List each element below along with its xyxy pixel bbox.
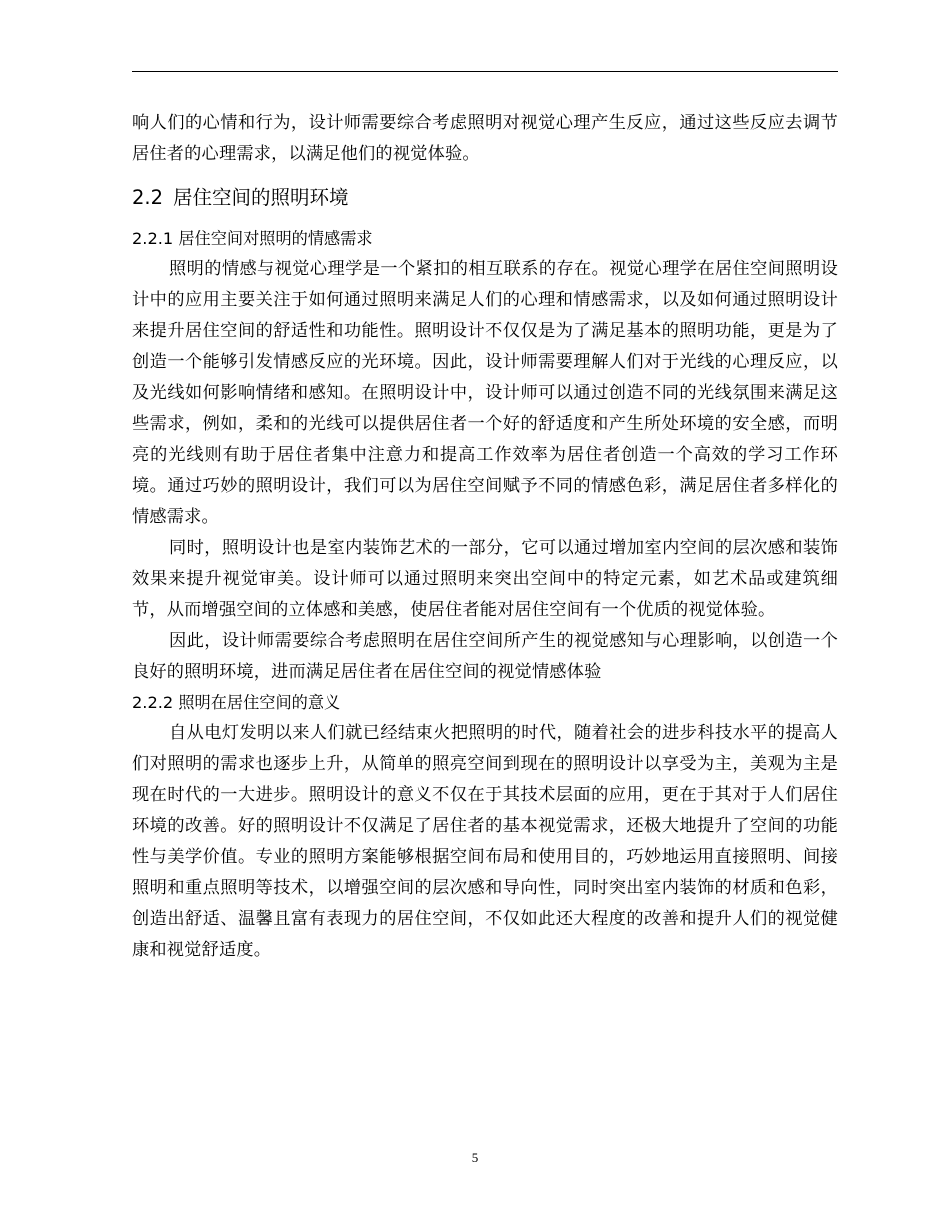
subsection-heading-2-2-1: 2.2.1 居住空间对照明的情感需求 [132,229,373,248]
section-heading [132,184,838,212]
page-number: 5 [471,1150,479,1165]
subsection-heading-2-2-2: 2.2.2 照明在居住空间的意义 [132,693,341,712]
body-paragraph: 同时，照明设计也是室内装饰艺术的一部分，它可以通过增加室内空间的层次感和装饰效果来提升视觉审美。设计师可以通过照明来突出空间中的特定元素，如艺术品或建筑细节，从而增强空间的立体感和美感，使居住者能对居住空间有一个优质的视觉体验。 [132,538,838,620]
page-body [132,108,838,966]
section-number: 2.2 [132,186,164,209]
body-paragraph: 照明的情感与视觉心理学是一个紧扣的相互联系的存在。视觉心理学在居住空间照明设计中的应用主要关注于如何通过照明来满足人们的心理和情感需求，以及如何通过照明设计来提升居住空间的舒适性和功能性。照明设计不仅仅是为了满足基本的照明功能，更是为了创造一个能够引发情感反应的光环境。因此，设计师需要理解人们对于光线的心理反应，以及光线如何影响情绪和感知。在照明设计中，设计师可以通过创造不同的光线氛围来满足这些需求，例如，柔和的光线可以提供居住者一个好的舒适度和产生所处环境的安全感，而明亮的光线则有助于居住者集中注意力和提高工作效率为居住者创造一个高效的学习工作环境。通过巧妙的照明设计，我们可以为居住空间赋予不同的情感色彩，满足居住者多样化的情感需求。 [132,259,838,527]
body-paragraph: 因此，设计师需要综合考虑照明在居住空间所产生的视觉感知与心理影响，以创造一个良好的照明环境，进而满足居住者在居住空间的视觉情感体验 [132,631,838,682]
intro-paragraph: 响人们的心情和行为，设计师需要综合考虑照明对视觉心理产生反应，通过这些反应去调节居住者的心理需求，以满足他们的视觉体验。 [132,113,838,164]
section-title: 居住空间的照明环境 [173,186,349,209]
body-paragraph: 自从电灯发明以来人们就已经结束火把照明的时代，随着社会的进步科技水平的提高人们对照明的需求也逐步上升，从简单的照亮空间到现在的照明设计以享受为主，美观为主是现在时代的一大进步。照明设计的意义不仅在于其技术层面的应用，更在于其对于人们居住环境的改善。好的照明设计不仅满足了居住者的基本视觉需求，还极大地提升了空间的功能性与美学价值。专业的照明方案能够根据空间布局和使用目的，巧妙地运用直接照明、间接照明和重点照明等技术，以增强空间的层次感和导向性，同时突出室内装饰的材质和色彩，创造出舒适、温馨且富有表现力的居住空间，不仅如此还大程度的改善和提升人们的视觉健康和视觉舒适度。 [132,723,838,960]
header-rule [132,71,838,72]
